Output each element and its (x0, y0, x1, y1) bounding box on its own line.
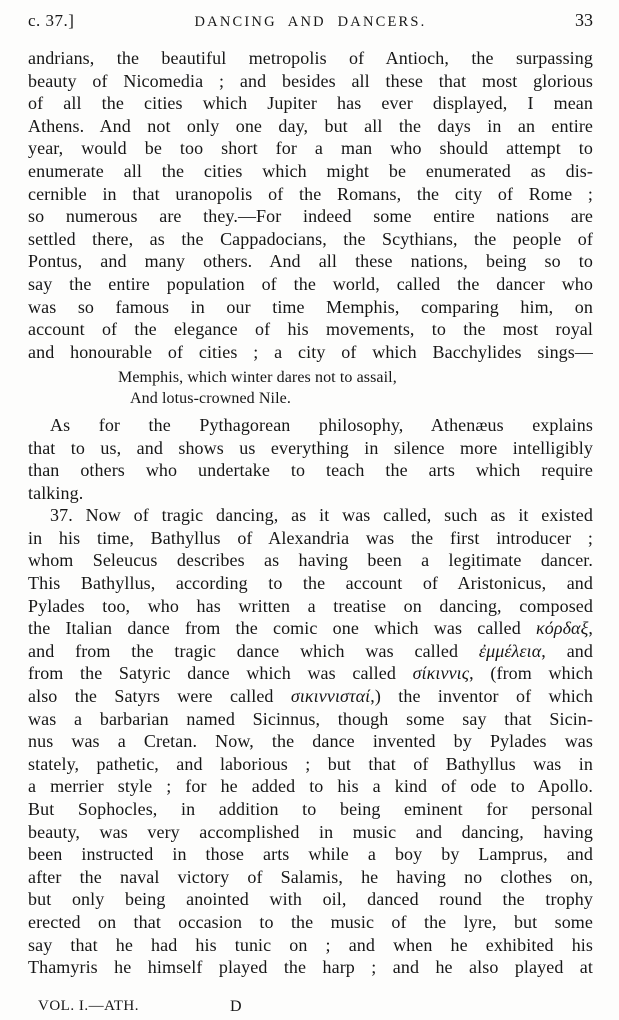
text-line: the Italian dance from the comic one which was called κόρδαξ, (28, 618, 593, 639)
text-line: And lotus-crowned Nile. (130, 390, 291, 408)
signature-mark: D (230, 998, 243, 1015)
text-line: cernible in that uranopolis of the Romans, the city of Rome ; (28, 183, 593, 204)
text-line: erected on that occasion to the music of the lyre, but some (28, 911, 593, 932)
text-line: stately, pathetic, and laborious ; but that of Bathyllus was in (28, 753, 593, 774)
paragraph (28, 414, 593, 504)
text-line: and from the tragic dance which was called ἐμμέλεια, and (28, 640, 593, 661)
text-line: whom Seleucus describes as having been a legitimate dancer. (28, 550, 593, 571)
text-line: settled there, as the Cappadocians, the Scythians, the people of (28, 228, 593, 249)
text-line: This Bathyllus, according to the account of Aristonicus, and (28, 573, 593, 594)
text-line: of all the cities which Jupiter has ever displayed, I mean (28, 93, 593, 114)
paragraph (28, 47, 593, 363)
text-line: than others who undertake to teach the arts which require (28, 460, 593, 481)
text-line: Athens. And not only one day, but all the days in an entire (28, 115, 593, 136)
page-text (28, 47, 593, 979)
text-line: account of the elegance of his movements, to the most royal (28, 319, 593, 340)
text-line: but only being anointed with oil, danced round the trophy (28, 889, 593, 910)
text-line: enumerate all the cities which might be enumerated as dis- (28, 160, 593, 181)
text-line: nus was a Cretan. Now, the dance invented by Pylades was (28, 731, 593, 752)
text-line: in his time, Bathyllus of Alexandria was the first introducer ; (28, 527, 593, 548)
text-line: beauty, was very accomplished in music and dancing, having (28, 821, 593, 842)
text-line: from the Satyric dance which was called σίκιννις, (from which (28, 663, 593, 684)
text-line: But Sophocles, in addition to being eminent for personal (28, 799, 593, 819)
chapter-marker: c. 37.] (28, 11, 75, 30)
volume-signature: VOL. I.—ATH. (38, 998, 139, 1014)
text-line: and honourable of cities ; a city of which Bacchylides sings— (28, 341, 593, 362)
verse-quote (28, 368, 593, 410)
page-number: 33 (575, 10, 593, 30)
text-line: Memphis, which winter dares not to assail, (118, 369, 397, 387)
text-line: was so famous in our time Memphis, comparing him, on (28, 296, 593, 317)
text-line: Thamyris he himself played the harp ; and he also played at (28, 957, 593, 978)
text-line: Pontus, and many others. And all these nations, being so to (28, 251, 593, 272)
text-line: andrians, the beautiful metropolis of Antioch, the surpassing (28, 48, 593, 68)
text-line: 37. Now of tragic dancing, as it was called, such as it existed (50, 505, 593, 526)
text-line: that to us, and shows us everything in silence more intelligibly (28, 437, 593, 458)
text-line: a merrier style ; for he added to his a kind of ode to Apollo. (28, 776, 593, 797)
text-line: after the naval victory of Salamis, he having no clothes on, (28, 866, 593, 887)
text-line: year, would be too short for a man who should attempt to (28, 138, 593, 159)
text-line: say that he had his tunic on ; and when he exhibited his (28, 934, 593, 955)
running-head (28, 10, 593, 36)
text-line: was a barbarian named Sicinnus, though some say that Sicin- (28, 708, 593, 729)
text-line: also the Satyrs were called σικιννισταί,) the inventor of which (28, 686, 593, 707)
text-line: say the entire population of the world, called the dancer who (28, 273, 593, 294)
text-line: beauty of Nicomedia ; and besides all these that most glorious (28, 70, 593, 91)
text-line: talking. (28, 482, 84, 503)
text-line: been instructed in those arts while a boy by Lamprus, and (28, 844, 593, 865)
page-content (28, 10, 593, 979)
text-line: Pylades too, who has written a treatise on dancing, composed (28, 595, 593, 616)
text-line: As for the Pythagorean philosophy, Athenæus explains (50, 414, 593, 435)
paragraph (28, 504, 593, 978)
text-line: so numerous are they.—For indeed some entire nations are (28, 206, 593, 227)
running-title: DANCING AND DANCERS. (194, 14, 427, 30)
